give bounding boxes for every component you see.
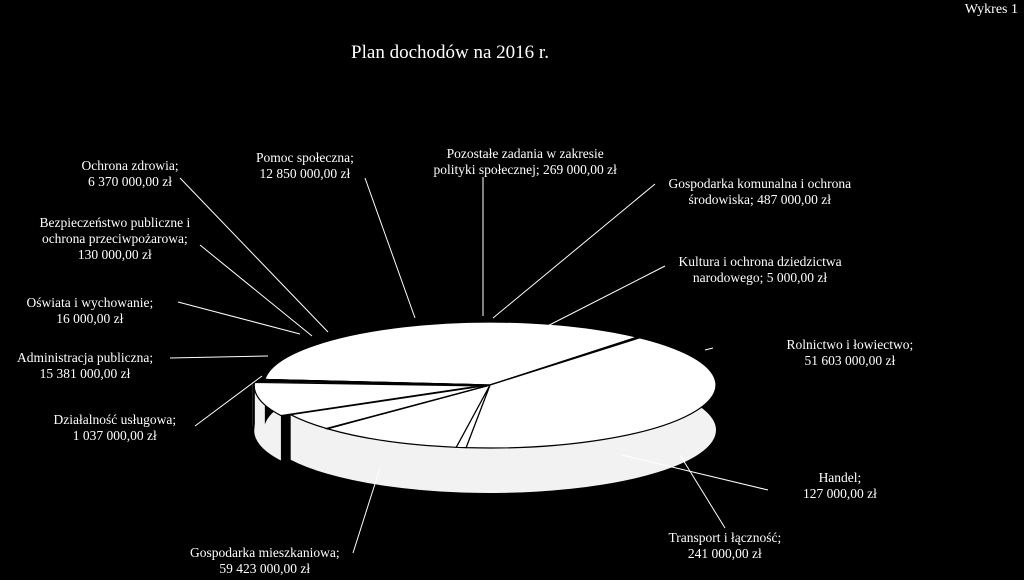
leader-line-5 xyxy=(170,356,268,358)
leader-line-2 xyxy=(680,455,725,528)
chart-title: Plan dochodów na 2016 r. xyxy=(351,42,549,63)
slice-label-line: Handel; xyxy=(818,470,862,485)
slice-label-line: 130 000,00 zł xyxy=(77,247,152,262)
slice-label-line: Transport i łączność; xyxy=(668,530,782,545)
slice-label-line: Działalność usługowa; xyxy=(53,412,177,427)
slice-label-line: ochrona przeciwpożarowa; xyxy=(41,231,188,246)
leader-line-0 xyxy=(705,348,713,350)
leader-line-4 xyxy=(195,376,262,426)
slice-label-line: 241 000,00 zł xyxy=(687,546,762,561)
slice-label-12 xyxy=(679,254,842,286)
leader-line-6 xyxy=(178,302,300,334)
slice-label-line: Gospodarka komunalna i ochrona xyxy=(668,176,852,191)
slice-label-line: Oświata i wychowanie; xyxy=(26,295,154,310)
leader-line-9 xyxy=(365,178,415,318)
leader-line-11 xyxy=(493,184,655,318)
slice-label-4 xyxy=(54,412,177,444)
slice-label-line: 16 000,00 zł xyxy=(56,311,124,326)
slice-label-6 xyxy=(27,295,154,327)
slice-label-10 xyxy=(434,146,617,178)
slice-label-11 xyxy=(669,176,852,208)
slice-label-line: Gospodarka mieszkaniowa; xyxy=(190,545,340,560)
slice-label-8 xyxy=(82,158,179,190)
slice-label-5 xyxy=(17,350,153,382)
slice-label-line: środowiska; 487 000,00 zł xyxy=(688,192,832,207)
slice-label-line: 12 850 000,00 zł xyxy=(259,166,351,181)
slice-label-line: 51 603 000,00 zł xyxy=(804,353,896,368)
slice-label-line: Bezpieczeństwo publiczne i xyxy=(39,215,191,230)
slice-label-line: narodowego; 5 000,00 zł xyxy=(692,270,828,285)
slice-label-line: polityki społecznej; 269 000,00 zł xyxy=(433,162,617,177)
slice-label-line: Pozostałe zadania w zakresie xyxy=(446,146,604,161)
slice-label-3 xyxy=(190,545,340,577)
corner-label: Wykres 1 xyxy=(964,2,1018,17)
slice-label-line: Administracja publiczna; xyxy=(17,350,154,365)
slice-label-1 xyxy=(803,470,877,502)
slice-label-line: 6 370 000,00 zł xyxy=(88,174,173,189)
slice-label-line: 15 381 000,00 zł xyxy=(39,366,131,381)
slice-label-7 xyxy=(40,215,191,263)
slice-label-line: Rolnictwo i łowiectwo; xyxy=(786,337,914,352)
slice-label-0 xyxy=(787,337,914,369)
slice-label-9 xyxy=(256,150,354,182)
slice-label-line: 127 000,00 zł xyxy=(803,486,877,501)
slice-label-line: 1 037 000,00 zł xyxy=(72,428,157,443)
slice-label-line: Ochrona zdrowia; xyxy=(81,158,179,173)
slice-label-line: 59 423 000,00 zł xyxy=(219,561,311,576)
leader-line-8 xyxy=(180,178,328,332)
slice-label-2 xyxy=(669,530,782,562)
slice-label-line: Pomoc społeczna; xyxy=(256,150,354,165)
slice-label-line: Kultura i ochrona dziedzictwa xyxy=(678,254,842,269)
